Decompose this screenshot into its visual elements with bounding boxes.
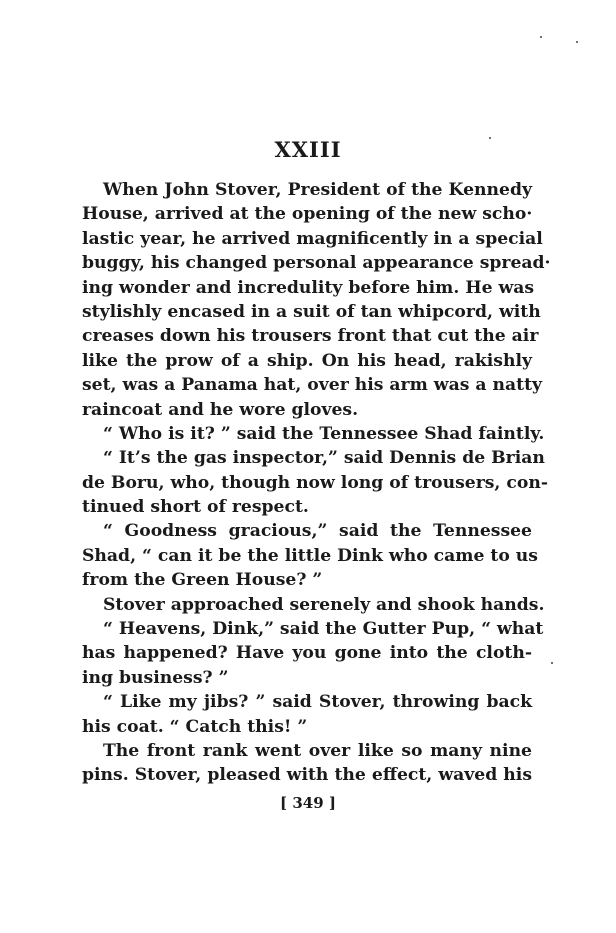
page-number: [ 349 ] <box>280 794 336 812</box>
text-line: from the Green House? ” <box>82 570 323 591</box>
text-line: “ It’s the gas inspector,” said Dennis de Brian <box>103 448 545 469</box>
text-line: ing business? ” <box>82 667 229 688</box>
text-line: The front rank went over like so many nine <box>103 740 532 761</box>
text-line: Shad, “ can it be the little Dink who came to us <box>82 545 538 566</box>
text-line: set, was a Panama hat, over his arm was a natty <box>82 375 542 396</box>
text-line: stylishly encased in a suit of tan whipcord, with <box>82 301 541 322</box>
text-line: his coat. “ Catch this! ” <box>82 716 308 737</box>
text-line: pins. Stover, pleased with the effect, waved his <box>82 765 532 786</box>
text-line: ing wonder and incredulity before him. He was <box>82 277 535 298</box>
body-text <box>82 178 551 788</box>
scan-speck <box>551 662 553 664</box>
scan-speck <box>576 41 578 43</box>
text-line: When John Stover, President of the Kennedy <box>103 180 532 200</box>
text-line: lastic year, he arrived magnificently in a special <box>82 228 543 249</box>
text-line: Stover approached serenely and shook hands. <box>103 594 545 615</box>
text-line: “ Who is it? ” said the Tennessee Shad faintly. <box>103 423 545 444</box>
text-line: buggy, his changed personal appearance spread· <box>82 253 551 274</box>
scan-speck <box>540 36 542 38</box>
text-line: “ Like my jibs? ” said Stover, throwing back <box>103 692 532 713</box>
text-line: House, arrived at the opening of the new scho· <box>82 204 533 225</box>
text-line: raincoat and he wore gloves. <box>82 399 359 420</box>
text-line: has happened? Have you gone into the cloth- <box>82 643 532 664</box>
chapter-heading: XXIII <box>274 137 342 162</box>
text-line: “ Goodness gracious,” said the Tennessee <box>103 521 532 542</box>
scan-speck <box>489 137 491 139</box>
text-line: creases down his trousers front that cut the air <box>82 326 539 347</box>
text-line: like the prow of a ship. On his head, rakishly <box>82 350 532 371</box>
text-line: “ Heavens, Dink,” said the Gutter Pup, “ what <box>103 619 544 640</box>
text-line: tinued short of respect. <box>82 497 309 518</box>
text-line: de Boru, who, though now long of trousers, con- <box>82 472 548 493</box>
